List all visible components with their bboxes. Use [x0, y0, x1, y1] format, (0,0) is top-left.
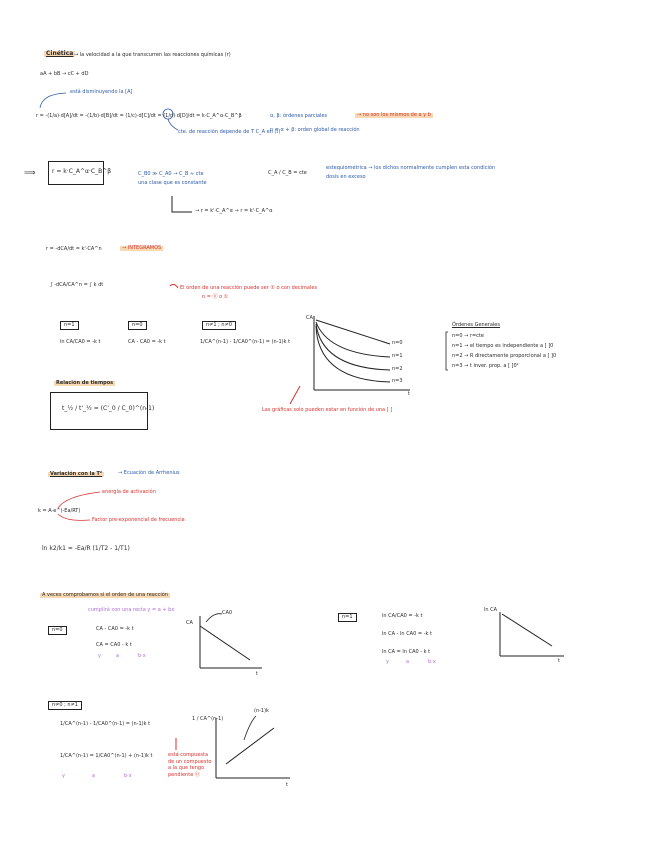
arrow-icon: ⟹ — [24, 168, 36, 177]
curve-label-n3: n=3 — [392, 378, 403, 384]
integrate-label: → INTEGRAMOS — [122, 245, 162, 251]
arrhenius-ln-eq: ln k2/k1 = -Ea/R (1/T2 - 1/T1) — [42, 545, 130, 552]
s2-order1-eq3: ln CA = ln CA0 - k t — [382, 649, 431, 655]
pseudo-arrow — [172, 196, 192, 212]
orders-summary-item-2: n=2 → R directamente proporcional a [ ]0 — [452, 353, 557, 359]
integration-eq: r = -dCA/dt = k'·CA^n — [46, 246, 102, 252]
s3-plot-ylabel: 1 / CA^(n-1) — [192, 716, 224, 722]
eq-order-0: CA - CA0 = -k t — [128, 339, 166, 345]
orders-note-red: → no son los mismos de a y b — [357, 112, 431, 118]
reaction-equation: aA + bB → cC + dD — [40, 71, 89, 77]
orders-summary-item-0: n=0 → r=cte — [452, 333, 484, 339]
plot-main-ylabel: CA — [306, 315, 313, 321]
curve-label-n1: n=1 — [392, 353, 403, 359]
s2-plot1-ylabel2: CA0 — [222, 610, 233, 616]
tag-order-0: n=0 — [128, 321, 147, 330]
orders-summary-item-3: n=3 → t inver. prop. a [ ]0² — [452, 363, 519, 369]
half-life-eq: t_½ / t'_½ = (C'_0 / C_0)^(n-1) — [62, 405, 155, 412]
excess-condition-cont: una clase que es constante — [138, 180, 207, 186]
s3-label-y: y — [62, 773, 65, 779]
plot-main-note: Las gráficas solo pueden estar en función de una [ ] — [262, 407, 393, 413]
eq-order-n: 1/CA^(n-1) - 1/CA0^(n-1) = (n-1)k t — [200, 339, 291, 345]
curve-label-n0: n=0 — [392, 340, 403, 346]
preexponential-note: Factor pre-exponencial de frecuencia — [92, 517, 185, 523]
k-circle — [163, 109, 173, 119]
reaction-arrow — [40, 93, 66, 108]
tag-s3: n≠0 ; n≠1 — [48, 701, 82, 710]
tag-order-n: n≠1 ; n≠0 — [202, 321, 236, 330]
integral-eq: ∫ -dCA/CA^n = ∫ k dt — [50, 282, 104, 288]
s3-plot-xlabel: t — [286, 782, 288, 788]
s2-plot1 — [200, 614, 262, 668]
s2-order1-label-bx: b·x — [428, 659, 436, 665]
s2-order0-label-bx: b·x — [138, 653, 146, 659]
section2-title: A veces comprobamos si el orden de una reacción — [42, 592, 168, 598]
s2-plot1-xlabel: t — [256, 671, 258, 677]
s2-order1-label-a: a — [406, 659, 410, 665]
s2-plot2-xlabel: t — [558, 658, 560, 664]
plot-main — [314, 316, 410, 390]
line-fit-note: cumplirá con una recta y = a + bx — [88, 607, 175, 613]
boxed-rate-law-text: r = k·C_A^α·C_B^β — [52, 168, 112, 175]
s2-order1-eq2: ln CA - ln CA0 = -k t — [382, 631, 432, 637]
half-life-label: Relación de tiempos — [56, 380, 114, 386]
rate-definition: r = -(1/a)·d[A]/dt = -(1/b)·d[B]/dt = (1/c)·d[C]/dt = (1/d)·d[D]/dt = k·C_A^α·C_B^β — [36, 113, 242, 119]
reaction-note: está disminuyendo la [A] — [70, 89, 133, 95]
decimal-order-note-2: n = ⓪ o ① — [202, 294, 229, 300]
s3-eq2: 1/CA^(n-1) = 1/CA0^(n-1) + (n-1)k t — [60, 753, 153, 759]
eq-order-1: ln CA/CA0 = -k t — [60, 339, 101, 345]
s2-order0-eq1: CA - CA0 = -k t — [96, 626, 134, 632]
arrhenius-eq: k = A·e^(-Ea/RT) — [38, 508, 81, 514]
page-subtitle: → la velocidad a la que transcurren las reacciones químicas (r) — [74, 52, 231, 58]
s3-plot-slope: (n-1)k — [254, 708, 269, 714]
s2-order1-label-y: y — [386, 659, 389, 665]
s3-eq1: 1/CA^(n-1) - 1/CA0^(n-1) = (n-1)k t — [60, 721, 151, 727]
ratio-condition: C_A / C_B = cte — [268, 170, 307, 176]
tag-order-1: n=1 — [60, 321, 79, 330]
curve-label-n2: n=2 — [392, 366, 403, 372]
orders-summary-title: Órdenes Generales — [452, 322, 500, 328]
s3-red-note: está compuesta de un compuesto a la que tengo pendiente ⓪ — [168, 752, 212, 778]
tag-s2-order1: n=1 — [338, 613, 357, 622]
pseudo-order: → r = k'·C_A^α → r = k'·C_A^α — [195, 208, 273, 214]
s3-plot — [216, 716, 290, 778]
orders-summary-item-1: n=1 → el tiempo es independiente a [ ]0 — [452, 343, 554, 349]
s3-label-a: a — [92, 773, 96, 779]
excess-condition: C_B0 ≫ C_A0 → C_B ≈ cte — [138, 171, 204, 177]
page-title: Cinética — [46, 50, 74, 57]
s2-plot1-ylabel: CA — [186, 620, 193, 626]
plot-main-xlabel: t — [408, 391, 410, 397]
s2-order0-label-y: y — [98, 653, 101, 659]
s3-label-bx: b·x — [124, 773, 132, 779]
decimal-arrow — [170, 284, 178, 288]
s2-plot2-ylabel: ln CA — [484, 607, 498, 613]
ratio-note-2: dosis en exceso — [326, 174, 366, 180]
tag-s2-order0: n=0 — [48, 626, 67, 635]
arrhenius-label: → Ecuación de Arrhenius — [118, 470, 180, 476]
s2-plot2 — [500, 612, 564, 656]
s2-order1-eq1: ln CA/CA0 = -k t — [382, 613, 423, 619]
k-arrow — [168, 119, 178, 130]
k-note: cte. de reacción depende de T C_A en (t) — [178, 129, 281, 135]
temperature-label: Variación con la T² — [50, 471, 103, 477]
s2-order0-label-a: a — [116, 653, 120, 659]
s2-order0-eq2: CA = CA0 - k t — [96, 642, 132, 648]
decimal-order-note: El orden de una reacción puede ser ① o con decimales — [180, 285, 318, 291]
orders-note: α, β: órdenes parciales — [270, 113, 328, 119]
global-order-note: n = α + β: orden global de reacción — [270, 127, 360, 133]
activation-energy-note: energía de activación — [102, 489, 156, 495]
ratio-note: estequiométrica → los dichos normalmente cumplen esta condición — [326, 165, 496, 171]
